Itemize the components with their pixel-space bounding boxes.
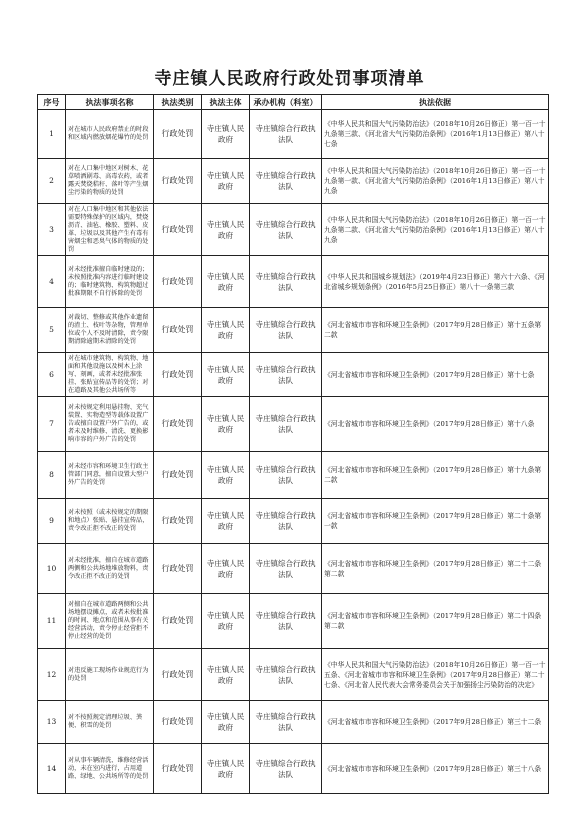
table-row xyxy=(38,353,549,397)
row-basis: 《中华人民共和国城乡规划法》（2019年4月23日修正）第六十六条、《河北省城乡规划条例》（2016年5月25日修正）第八十一条第三款 xyxy=(322,256,549,308)
table-row xyxy=(38,649,549,701)
row-type: 行政处罚 xyxy=(154,204,202,256)
row-subject: 寺庄镇人民政府 xyxy=(202,594,250,649)
row-subject: 寺庄镇人民政府 xyxy=(202,308,250,353)
row-type: 行政处罚 xyxy=(154,110,202,159)
row-seq: 5 xyxy=(38,308,66,353)
row-org: 寺庄镇综合行政执法队 xyxy=(250,744,322,794)
row-seq: 13 xyxy=(38,701,66,744)
row-basis: 《河北省城市市容和环境卫生条例》（2017年9月28日修正）第三十八条 xyxy=(322,744,549,794)
table-row xyxy=(38,159,549,204)
row-type: 行政处罚 xyxy=(154,452,202,499)
table-row xyxy=(38,452,549,499)
table-row xyxy=(38,256,549,308)
row-name: 对在城市人民政府禁止的时段和区域内燃放烟花爆竹的处罚 xyxy=(66,110,154,159)
row-type: 行政处罚 xyxy=(154,397,202,452)
row-seq: 8 xyxy=(38,452,66,499)
row-name: 对在人口集中地区对树木、花草喷洒剧毒、高毒农药，或者露天焚烧秸秆、落叶等产生烟尘污染的物质的处罚 xyxy=(66,159,154,204)
penalty-items-table xyxy=(37,94,549,794)
row-name: 对未按规定利用悬挂物、充气装置、实物造型等载体设置广告或擅自设置户外广告的，或者未及时维修、清洗、更换影响市容的户外广告的处罚 xyxy=(66,397,154,452)
row-seq: 10 xyxy=(38,544,66,594)
row-org: 寺庄镇综合行政执法队 xyxy=(250,499,322,544)
row-subject: 寺庄镇人民政府 xyxy=(202,744,250,794)
header-org: 承办机构（科室） xyxy=(250,95,322,110)
row-org: 寺庄镇综合行政执法队 xyxy=(250,544,322,594)
header-seq: 序号 xyxy=(38,95,66,110)
row-subject: 寺庄镇人民政府 xyxy=(202,544,250,594)
row-type: 行政处罚 xyxy=(154,544,202,594)
row-subject: 寺庄镇人民政府 xyxy=(202,159,250,204)
row-org: 寺庄镇综合行政执法队 xyxy=(250,159,322,204)
row-seq: 12 xyxy=(38,649,66,701)
header-type: 执法类别 xyxy=(154,95,202,110)
row-subject: 寺庄镇人民政府 xyxy=(202,256,250,308)
row-name: 对未经批准擅自临时建设的；未按照批准内容进行临时建设的；临时建筑物、构筑物超过批准期限不自行拆除的处罚 xyxy=(66,256,154,308)
row-org: 寺庄镇综合行政执法队 xyxy=(250,256,322,308)
row-name: 对不按照规定清理垃圾、粪便、积雪的处罚 xyxy=(66,701,154,744)
table-row xyxy=(38,499,549,544)
row-name: 对未按照（或未按规定的期限和地点）张贴、悬挂宣传品，责令改正拒不改正的处罚 xyxy=(66,499,154,544)
row-basis: 《中华人民共和国大气污染防治法》（2018年10月26日修正）第一百一十九条第二款、《河北省大气污染防治条例》（2016年1月13日修正）第八十九条 xyxy=(322,204,549,256)
row-name: 对违反施工现场作业规范行为的处罚 xyxy=(66,649,154,701)
row-type: 行政处罚 xyxy=(154,744,202,794)
row-seq: 6 xyxy=(38,353,66,397)
row-seq: 14 xyxy=(38,744,66,794)
row-seq: 1 xyxy=(38,110,66,159)
row-org: 寺庄镇综合行政执法队 xyxy=(250,308,322,353)
row-name: 对未经市容和环境卫生行政主管部门同意，擅自设置大型户外广告的处罚 xyxy=(66,452,154,499)
row-name: 对擅自在城市道路两侧和公共场地摆设摊点，或者未按批准的时间、地点和范围从事有关经营活动，责令停止经营拒不停止经营的处罚 xyxy=(66,594,154,649)
row-seq: 3 xyxy=(38,204,66,256)
row-type: 行政处罚 xyxy=(154,353,202,397)
row-subject: 寺庄镇人民政府 xyxy=(202,452,250,499)
row-seq: 9 xyxy=(38,499,66,544)
table-header-row xyxy=(38,95,549,110)
header-name: 执法事项名称 xyxy=(66,95,154,110)
row-basis: 《河北省城市市容和环境卫生条例》（2017年9月28日修正）第二十二条第二款 xyxy=(322,544,549,594)
table-row xyxy=(38,544,549,594)
row-name: 对未经批准，擅自在城市道路两侧和公共场地堆放物料，责令改正拒不改正的处罚 xyxy=(66,544,154,594)
row-basis: 《中华人民共和国大气污染防治法》（2018年10月26日修正）第一百一十九条第一款、《河北省大气污染防治条例》（2016年1月13日修正）第八十九条 xyxy=(322,159,549,204)
row-subject: 寺庄镇人民政府 xyxy=(202,499,250,544)
row-basis: 《河北省城市市容和环境卫生条例》（2017年9月28日修正）第十九条第二款 xyxy=(322,452,549,499)
row-seq: 11 xyxy=(38,594,66,649)
row-subject: 寺庄镇人民政府 xyxy=(202,397,250,452)
row-org: 寺庄镇综合行政执法队 xyxy=(250,204,322,256)
row-org: 寺庄镇综合行政执法队 xyxy=(250,353,322,397)
header-basis: 执法依据 xyxy=(322,95,549,110)
row-seq: 2 xyxy=(38,159,66,204)
table-row xyxy=(38,701,549,744)
row-name: 对从事车辆清洗、维修经营活动，未在室内进行，占用道路、绿地、公共场所等的处罚 xyxy=(66,744,154,794)
row-type: 行政处罚 xyxy=(154,594,202,649)
row-org: 寺庄镇综合行政执法队 xyxy=(250,701,322,744)
header-subject: 执法主体 xyxy=(202,95,250,110)
row-name: 对在人口集中地区和其他依法需要特殊保护的区域内，焚烧沥青、油毡、橡胶、塑料、皮革、垃圾以及其他产生有毒有害烟尘和恶臭气体的物质的处罚 xyxy=(66,204,154,256)
row-subject: 寺庄镇人民政府 xyxy=(202,204,250,256)
row-basis: 《河北省城市市容和环境卫生条例》（2017年9月28日修正）第十五条第二款 xyxy=(322,308,549,353)
row-org: 寺庄镇综合行政执法队 xyxy=(250,649,322,701)
row-org: 寺庄镇综合行政执法队 xyxy=(250,452,322,499)
row-basis: 《河北省城市市容和环境卫生条例》（2017年9月28日修正）第十七条 xyxy=(322,353,549,397)
row-seq: 4 xyxy=(38,256,66,308)
row-basis: 《河北省城市市容和环境卫生条例》（2017年9月28日修正）第二十条第一款 xyxy=(322,499,549,544)
row-type: 行政处罚 xyxy=(154,649,202,701)
row-basis: 《河北省城市市容和环境卫生条例》（2017年9月28日修正）第十八条 xyxy=(322,397,549,452)
row-type: 行政处罚 xyxy=(154,308,202,353)
row-subject: 寺庄镇人民政府 xyxy=(202,649,250,701)
row-basis: 《河北省城市市容和环境卫生条例》（2017年9月28日修正）第三十二条 xyxy=(322,701,549,744)
document-title: 寺庄镇人民政府行政处罚事项清单 xyxy=(154,69,425,89)
table-row xyxy=(38,110,549,159)
row-subject: 寺庄镇人民政府 xyxy=(202,110,250,159)
row-seq: 7 xyxy=(38,397,66,452)
row-org: 寺庄镇综合行政执法队 xyxy=(250,397,322,452)
row-subject: 寺庄镇人民政府 xyxy=(202,353,250,397)
row-basis: 《中华人民共和国大气污染防治法》（2018年10月26日修正）第一百一十五条、《河北省城市市容和环境卫生条例》（2017年9月28日修正）第二十七条、《河北省人民代表大会常务委员会关于加强扬尘污染防治的决定》 xyxy=(322,649,549,701)
row-basis: 《中华人民共和国大气污染防治法》（2018年10月26日修正）第一百一十九条第三款、《河北省大气污染防治条例》（2016年1月13日修正）第八十七条 xyxy=(322,110,549,159)
row-name: 对裁切、整修或其他作业遗留的渣土、枝叶等杂物，管理单位或个人不及时清除，责令限期清除逾期未清除的处罚 xyxy=(66,308,154,353)
table-row xyxy=(38,204,549,256)
table-row xyxy=(38,594,549,649)
row-name: 对在城市建筑物、构筑物、地面和其他设施以及树木上涂写、刻画，或者未经批准张挂、张贴宣传品等的处罚；对在道路及其他公共场所等 xyxy=(66,353,154,397)
row-org: 寺庄镇综合行政执法队 xyxy=(250,594,322,649)
row-type: 行政处罚 xyxy=(154,701,202,744)
row-basis: 《河北省城市市容和环境卫生条例》（2017年9月28日修正）第二十四条第二款 xyxy=(322,594,549,649)
row-type: 行政处罚 xyxy=(154,256,202,308)
row-subject: 寺庄镇人民政府 xyxy=(202,701,250,744)
table-row xyxy=(38,308,549,353)
row-org: 寺庄镇综合行政执法队 xyxy=(250,110,322,159)
table-row xyxy=(38,744,549,794)
row-type: 行政处罚 xyxy=(154,159,202,204)
table-row xyxy=(38,397,549,452)
row-type: 行政处罚 xyxy=(154,499,202,544)
